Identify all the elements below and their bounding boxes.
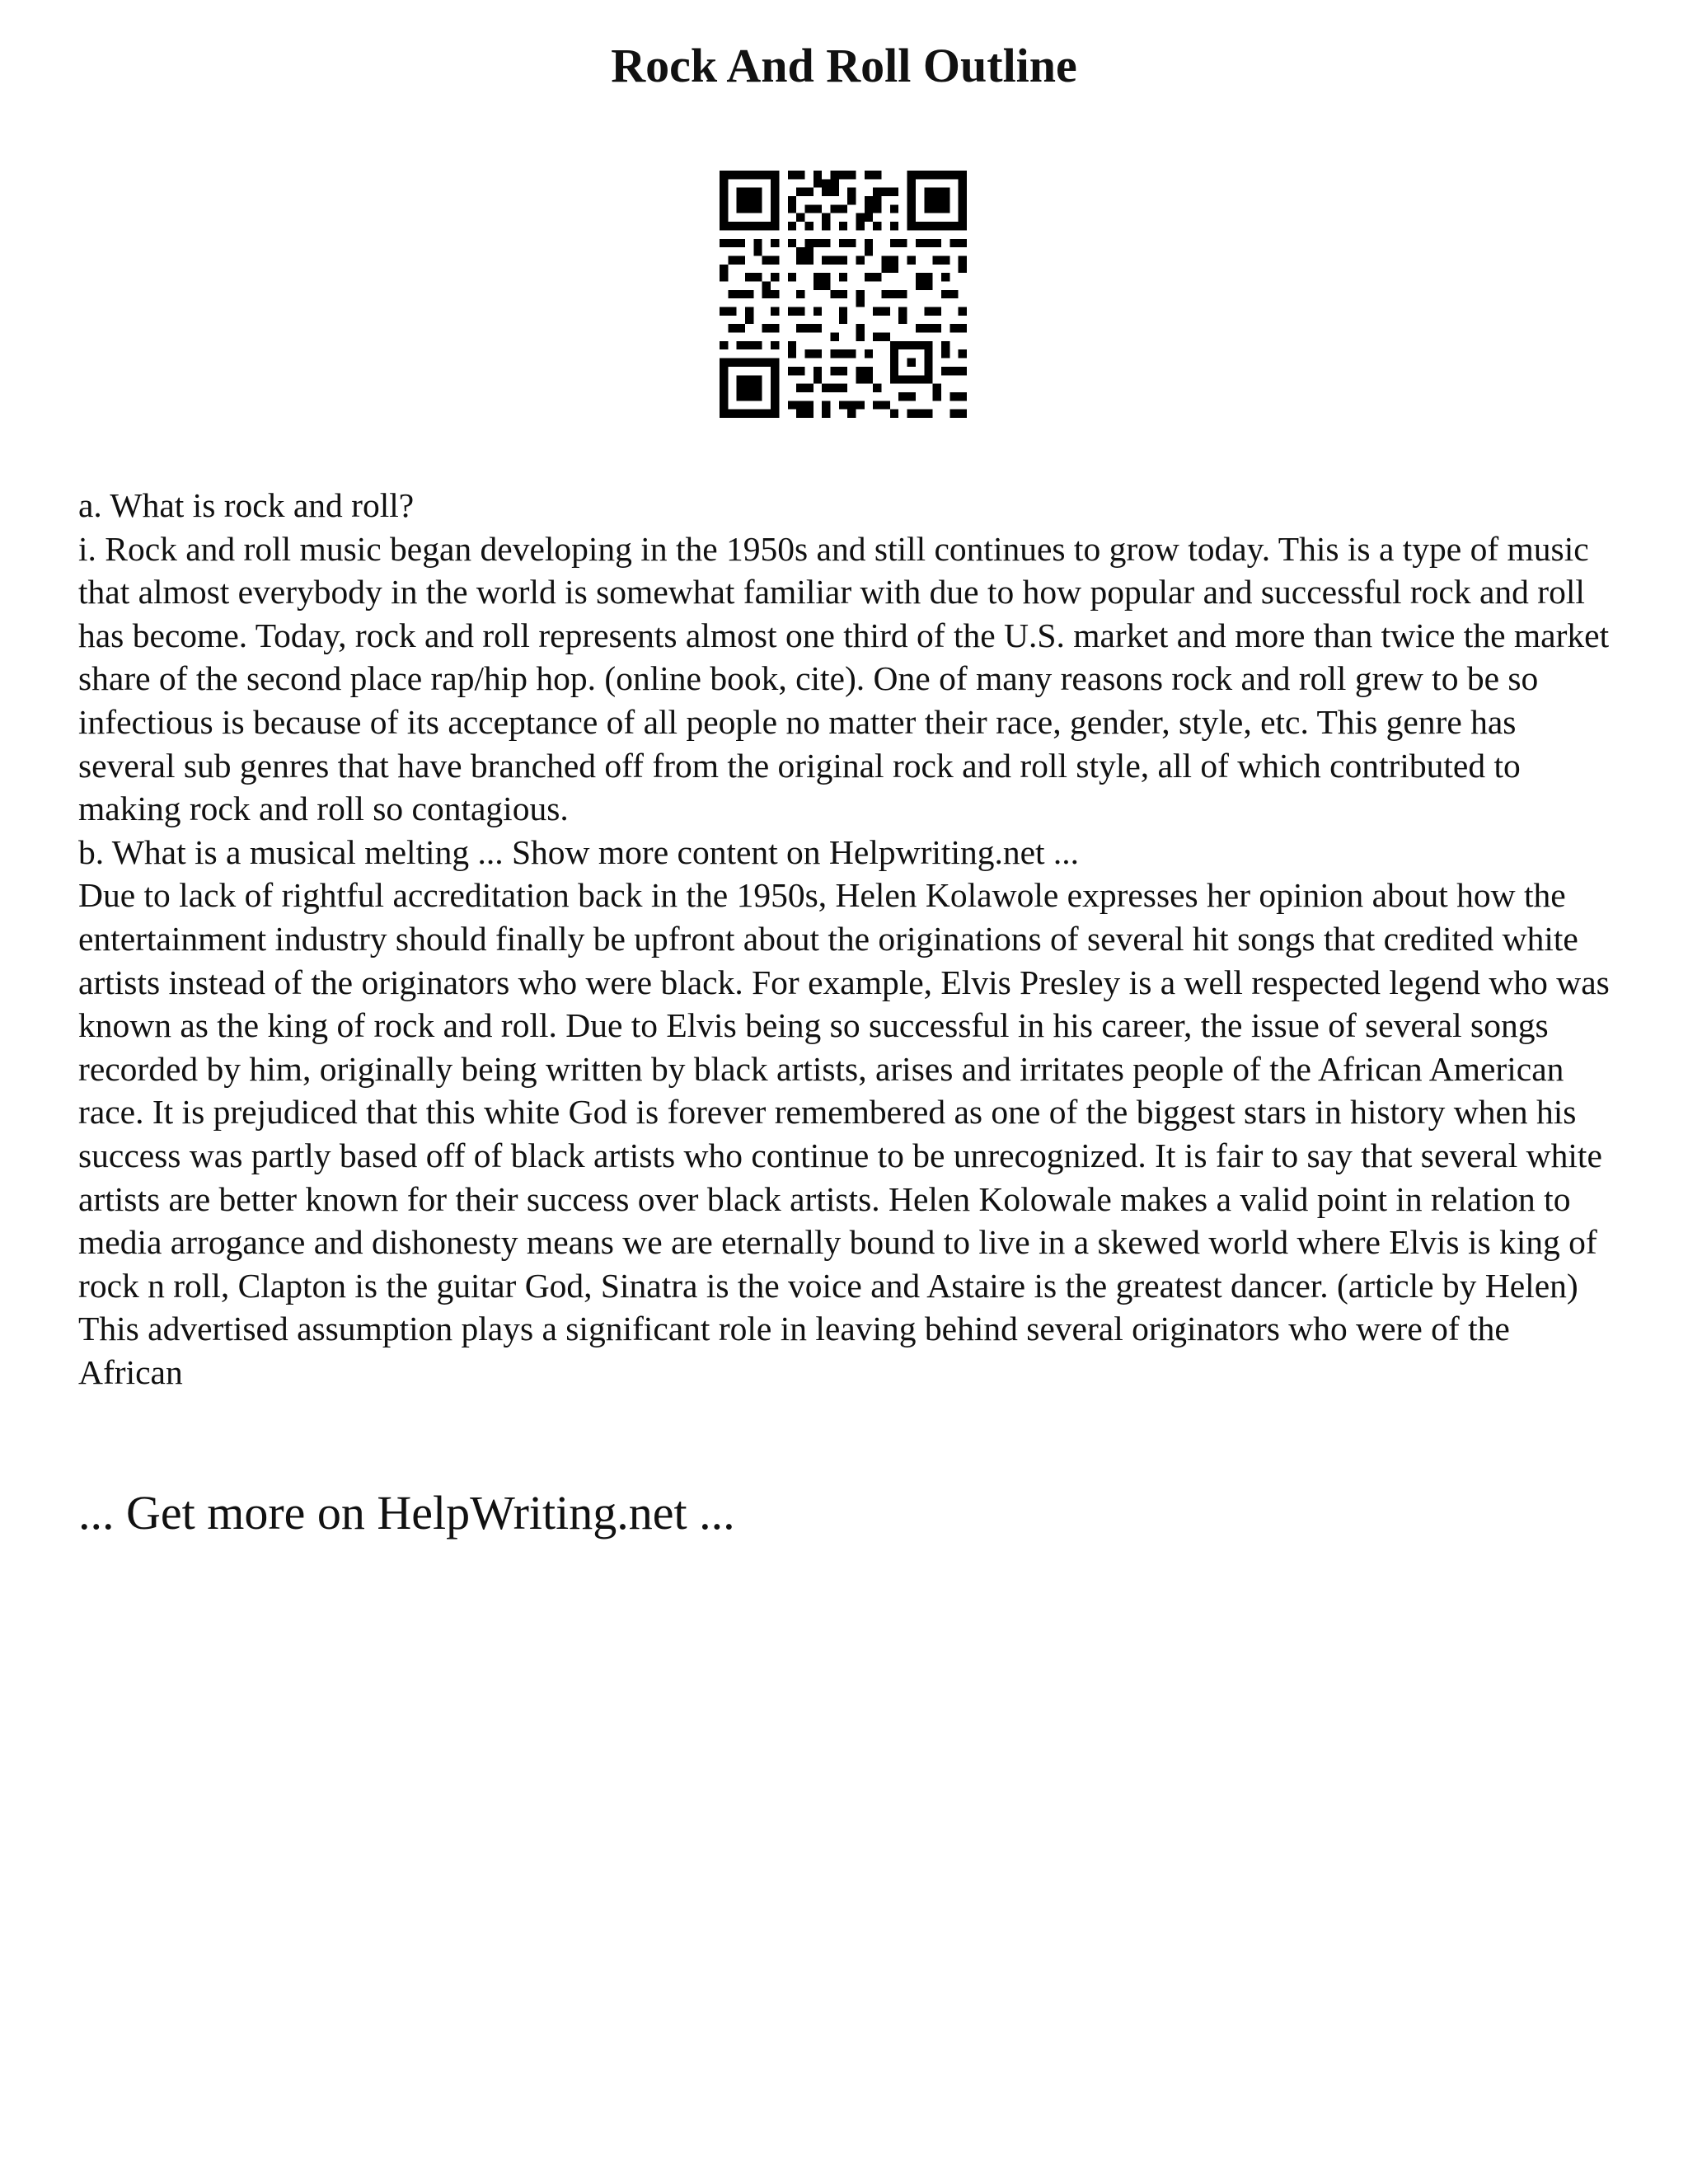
outline-paragraph-i: i. Rock and roll music began developing in the 1950s and still continues to grow today. This is a type of music that almost everybody in the world is somewhat familiar with due to how popular and successful rock and roll has become. Today, rock and roll represents almost one third of the U.S. market and more than twice the market share of the second place rap/hip hop. (online book, cite). One of many reasons rock and roll grew to be so infectious is because of its acceptance of all people no matter their race, gender, style, etc. This genre has several sub genres that have branched off from the original rock and roll style, all of which contributed to making rock and roll so contagious. [78,529,1610,828]
qr-code-graphic [720,171,967,418]
document-body [78,484,1620,1394]
qr-code [720,171,967,418]
body-paragraph: Due to lack of rightful accreditation back in the 1950s, Helen Kolawole expresses her opinion about how the entertainment industry should finally be upfront about the originations of several hit songs that credited white artists instead of the originators who were black. For example, Elvis Presley is a well respected legend who was known as the king of rock and roll. Due to Elvis being so successful in his career, the issue of several songs recorded by him, originally being written by black artists, arises and irritates people of the African American race. It is prejudiced that this white God is forever remembered as one of the biggest stars in history when his success was partly based off of black artists who continue to be unrecognized. It is fair to say that several white artists are better known for their success over black artists. Helen Kolowale makes a valid point in relation to media arrogance and dishonesty means we are eternally bound to live in a skewed world where Elvis is king of rock n roll, Clapton is the guitar God, Sinatra is the voice and Astaire is the greatest dancer. (article by Helen) This advertised assumption plays a significant role in leaving behind several originators who were of the African [78,876,1610,1391]
page-title: Rock And Roll Outline [611,39,1077,92]
outline-heading-a: a. What is rock and roll? [78,486,415,524]
get-more-link[interactable]: ... Get more on HelpWriting.net ... [78,1486,735,1540]
outline-heading-b: b. What is a musical melting ... Show more content on Helpwriting.net ... [78,832,1080,871]
